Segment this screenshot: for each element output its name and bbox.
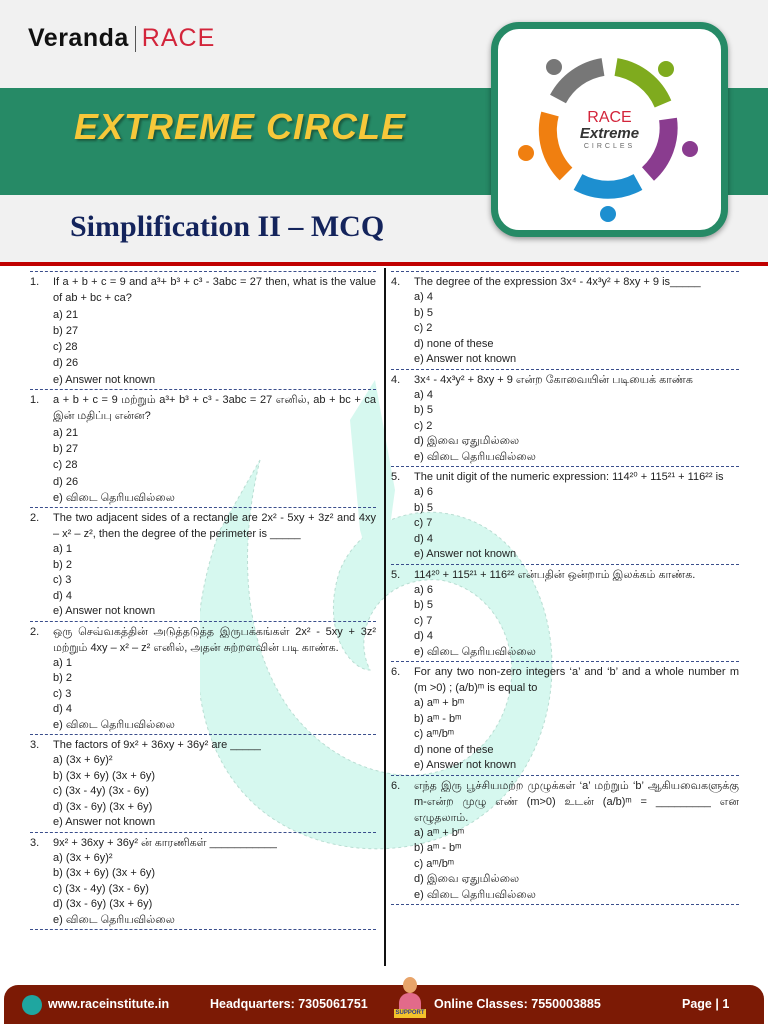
answer-option: c) 3 <box>53 687 72 700</box>
question-text: If a + b + c = 9 and a³+ b³ + c³ - 3abc = 27 then, what is the value of ab + bc + ca? <box>53 276 376 305</box>
answer-option: c) aᵐ/bᵐ <box>414 728 455 740</box>
footer <box>4 985 764 1024</box>
support-badge: SUPPORT <box>395 1010 425 1016</box>
answer-option: c) 3 <box>53 574 72 587</box>
answer-option: d) இவை ஏதுமில்லை <box>414 873 520 885</box>
answer-option: b) 5 <box>414 404 433 416</box>
header-rule <box>0 262 768 266</box>
answer-option: e) Answer not known <box>53 816 156 829</box>
answer-option: c) aᵐ/bᵐ <box>414 857 455 870</box>
answer-option: a) 21 <box>53 308 79 321</box>
answer-option: d) 4 <box>53 589 72 602</box>
brand-logo <box>28 24 215 53</box>
question-block <box>391 775 739 905</box>
question-text: எந்த இரு பூச்சியமற்ற முழுக்கள் ‘a’ மற்றும் ‘b’ ஆகியவைகளுக்கு m-என்ற முழு எண் (m>0) உடன் (a/b)ᵐ = _________ என எழுதலாம். <box>414 779 739 824</box>
answer-option: d) 26 <box>53 475 79 488</box>
logo-extreme-text: Extreme <box>579 125 640 142</box>
answer-option: c) (3x - 4y) (3x - 6y) <box>53 882 149 895</box>
question-number: 5. <box>391 568 401 581</box>
question-text: For any two non-zero integers ‘a’ and ‘b’ and a whole number m (m >0) ; (a/b)ᵐ is equal to <box>414 666 739 694</box>
answer-option: e) Answer not known <box>414 548 517 560</box>
answer-option: e) விடை தெரியவில்லை <box>414 450 536 463</box>
section-divider <box>391 904 739 908</box>
answer-option: e) Answer not known <box>414 759 517 771</box>
question-text: The unit digit of the numeric expression: 114²⁰ + 115²¹ + 116²² is <box>414 471 724 483</box>
question-text: a + b + c = 9 மற்றும் a³+ b³ + c³ - 3abc = 27 எனில், ab + bc + ca இன் மதிப்பு என்ன? <box>53 394 376 423</box>
question-text: The two adjacent sides of a rectangle are 2x² - 5xy + 3z² and 4xy – x² – z², then the degree of the perimeter is _____ <box>53 512 376 541</box>
answer-option: e) விடை தெரியவில்லை <box>53 491 175 504</box>
answer-option: e) விடை தெரியவில்லை <box>414 888 536 901</box>
answer-option: a) aᵐ + bᵐ <box>414 826 465 839</box>
answer-option: c) 2 <box>414 419 433 432</box>
page-number: Page | 1 <box>682 997 730 1011</box>
brand-race: RACE <box>141 24 216 52</box>
answer-option: e) விடை தெரியவில்லை <box>414 645 536 658</box>
answer-option: a) 21 <box>53 426 79 439</box>
question-text: 9x² + 36xy + 36y² ன் காரணிகள் ___________ <box>53 836 277 849</box>
answer-option: d) 4 <box>414 630 433 642</box>
footer-headquarters: Headquarters: 7305061751 <box>210 997 368 1011</box>
logo-circles-text: CIRCLES <box>583 143 636 150</box>
answer-option: a) 4 <box>414 291 433 303</box>
answer-option: d) இவை ஏதுமில்லை <box>414 435 520 447</box>
answer-option: b) 5 <box>414 599 433 611</box>
question-number: 1. <box>30 276 40 288</box>
question-number: 6. <box>391 779 401 792</box>
answer-option: b) 5 <box>414 501 433 514</box>
answer-option: b) aᵐ - bᵐ <box>414 712 462 725</box>
question-block <box>391 466 739 564</box>
footer-online-classes: Online Classes: 7550003885 <box>434 997 601 1011</box>
question-number: 6. <box>391 666 401 678</box>
question-line <box>30 624 376 656</box>
question-block <box>30 734 376 832</box>
question-number: 4. <box>391 276 401 288</box>
section-divider <box>30 929 376 933</box>
answer-option: a) aᵐ + bᵐ <box>414 697 465 709</box>
support-agent-icon <box>394 977 426 1023</box>
question-line <box>391 664 739 696</box>
brand-separator <box>135 26 136 52</box>
question-text: ஒரு செவ்வகத்தின் அடுத்தடுத்த இருபக்கங்கள் 2x² - 5xy + 3z² மற்றும் 4xy – x² – z² எனில், அதன் சுற்றளவின் படி காண்க. <box>53 625 376 654</box>
answer-option: d) (3x - 6y) (3x + 6y) <box>53 898 153 911</box>
question-line <box>391 372 739 388</box>
answer-option: e) Answer not known <box>53 605 156 618</box>
globe-icon <box>22 995 42 1015</box>
answer-option: a) 4 <box>414 388 433 401</box>
question-block <box>391 564 739 662</box>
question-number: 1. <box>30 394 40 407</box>
question-block <box>30 507 376 621</box>
right-column <box>391 271 739 908</box>
question-text: The degree of the expression 3x⁴ - 4x³y² + 8xy + 9 is_____ <box>414 276 701 288</box>
question-line <box>30 835 376 851</box>
answer-option: d) 26 <box>53 357 79 370</box>
question-text: 3x⁴ - 4x³y² + 8xy + 9 என்ற கோவையின் படியைக் காண்க <box>414 373 693 386</box>
answer-option: a) 1 <box>53 656 72 669</box>
answer-option: d) 4 <box>53 703 72 716</box>
question-block <box>30 621 376 735</box>
brand-veranda: Veranda <box>28 24 129 52</box>
question-line <box>30 737 376 753</box>
question-number: 3. <box>30 739 40 752</box>
question-number: 4. <box>391 373 401 386</box>
answer-option: e) Answer not known <box>53 373 156 386</box>
question-number: 5. <box>391 471 401 483</box>
answer-option: c) 2 <box>414 322 433 334</box>
question-block <box>30 832 376 930</box>
answer-option: c) (3x - 4y) (3x - 6y) <box>53 785 149 798</box>
question-block <box>391 271 739 369</box>
question-text: 114²⁰ + 115²¹ + 116²² என்பதின் ஒன்றாம் இலக்கம் காண்க. <box>414 568 696 581</box>
question-line <box>391 274 739 290</box>
answer-option: b) aᵐ - bᵐ <box>414 842 462 854</box>
answer-option: a) 6 <box>414 486 433 498</box>
answer-option: e) விடை தெரியவில்லை <box>53 718 175 731</box>
page-title: Simplification II – MCQ <box>70 210 385 243</box>
left-column <box>30 271 376 933</box>
column-divider <box>384 268 386 966</box>
banner-title: EXTREME CIRCLE <box>74 106 407 147</box>
answer-option: c) 28 <box>53 459 78 472</box>
question-block <box>30 271 376 389</box>
answer-option: c) 28 <box>53 341 78 354</box>
answer-option: e) விடை தெரியவில்லை <box>53 913 175 926</box>
footer-website[interactable]: www.raceinstitute.in <box>48 997 170 1011</box>
logo-race-text: RACE <box>587 109 632 126</box>
question-block <box>391 369 739 467</box>
answer-option: b) 27 <box>53 442 79 455</box>
question-line <box>30 392 376 425</box>
answer-option: c) 7 <box>414 517 433 529</box>
question-text: The factors of 9x² + 36xy + 36y² are _____ <box>53 739 261 752</box>
question-line <box>30 274 376 307</box>
answer-option: b) (3x + 6y) (3x + 6y) <box>53 867 156 880</box>
question-line <box>391 567 739 583</box>
question-line <box>391 469 739 485</box>
question-line <box>391 778 739 826</box>
answer-option: b) 27 <box>53 324 79 337</box>
answer-option: b) 2 <box>53 672 72 685</box>
answer-option: b) 2 <box>53 558 72 571</box>
answer-option: c) 7 <box>414 614 433 627</box>
question-number: 2. <box>30 625 40 638</box>
question-number: 3. <box>30 836 40 849</box>
answer-option: a) 6 <box>414 583 433 596</box>
extreme-circles-logo <box>491 22 728 237</box>
answer-option: b) 5 <box>414 306 433 319</box>
question-block <box>30 389 376 507</box>
answer-option: b) (3x + 6y) (3x + 6y) <box>53 769 156 782</box>
answer-option: d) 4 <box>414 532 433 545</box>
answer-option: a) (3x + 6y)² <box>53 754 113 767</box>
answer-option: e) Answer not known <box>414 353 517 365</box>
answer-option: a) 1 <box>53 543 72 556</box>
answer-option: a) (3x + 6y)² <box>53 851 113 864</box>
answer-option: d) none of these <box>414 337 494 350</box>
answer-option: d) (3x - 6y) (3x + 6y) <box>53 800 153 813</box>
question-line <box>30 510 376 542</box>
answer-option: d) none of these <box>414 743 494 756</box>
question-block <box>391 661 739 775</box>
question-number: 2. <box>30 512 40 525</box>
